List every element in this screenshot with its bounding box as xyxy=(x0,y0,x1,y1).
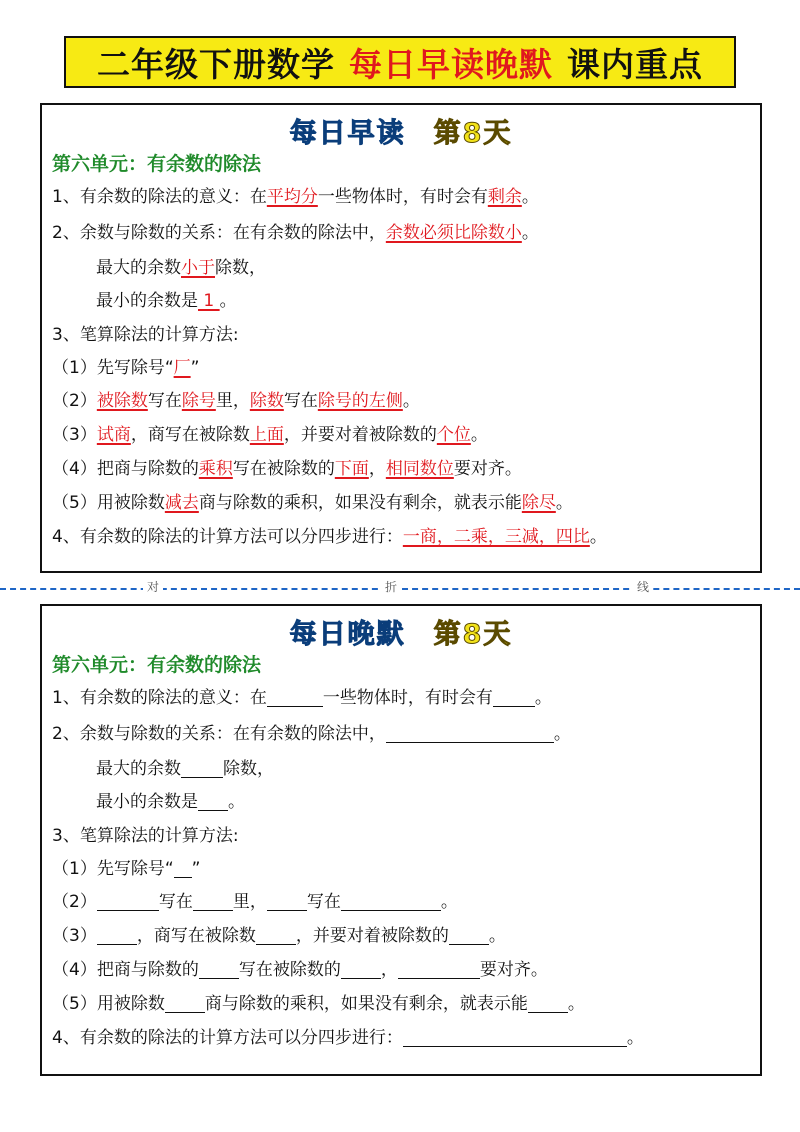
morning-line-10: （5）用被除数减去商与除数的乘积，如果没有剩余，就表示能除尽。 xyxy=(52,493,573,513)
morning-line-5: 3、笔算除法的计算方法: xyxy=(52,325,239,345)
answer: 剩余 xyxy=(487,187,522,207)
evening-line-6: （1）先写除号“ ” xyxy=(52,859,201,879)
evening-line-1: 1、有余数的除法的意义：在 一些物体时，有时会有 。 xyxy=(52,688,552,708)
answer: 除号 xyxy=(181,391,216,411)
answer-blank[interactable] xyxy=(398,960,480,979)
page-header-banner xyxy=(64,36,736,88)
answer: 除号的左侧 xyxy=(317,391,403,411)
fold-label-3: 线 xyxy=(633,578,653,595)
morning-day-label: 第8天 xyxy=(433,118,513,149)
morning-line-11: 4、有余数的除法的计算方法可以分四步进行：一商，二乘，三减，四比。 xyxy=(52,527,607,547)
evening-title xyxy=(42,612,760,651)
morning-title-label: 每日早读 xyxy=(289,118,406,149)
header-highlight: 每日早读晚默 xyxy=(349,44,553,84)
header-grade: 二年级下册数学 xyxy=(97,44,335,84)
answer: 相同数位 xyxy=(385,459,454,479)
answer: 1 xyxy=(198,291,220,311)
morning-line-6: （1）先写除号“厂” xyxy=(52,358,200,378)
answer-blank[interactable] xyxy=(97,926,137,945)
answer-blank[interactable] xyxy=(193,892,233,911)
answer-blank[interactable] xyxy=(528,994,568,1013)
answer-blank[interactable] xyxy=(267,688,323,707)
answer: 乘积 xyxy=(198,459,233,479)
answer-blank[interactable] xyxy=(449,926,489,945)
morning-line-8: （3）试商，商写在被除数上面，并要对着被除数的个位。 xyxy=(52,425,488,445)
morning-line-9: （4）把商与除数的乘积写在被除数的下面，相同数位要对齐。 xyxy=(52,459,522,479)
evening-line-10: （5）用被除数 商与除数的乘积，如果没有剩余，就表示能 。 xyxy=(52,994,585,1014)
evening-line-11: 4、有余数的除法的计算方法可以分四步进行： 。 xyxy=(52,1028,644,1048)
answer-blank[interactable] xyxy=(181,759,223,778)
morning-line-1: 1、有余数的除法的意义：在平均分一些物体时，有时会有剩余。 xyxy=(52,187,539,207)
answer-blank[interactable] xyxy=(386,724,554,743)
evening-dictation-panel xyxy=(40,604,762,1076)
answer: 个位 xyxy=(436,425,471,445)
evening-line-9: （4）把商与除数的 写在被除数的 ， 要对齐。 xyxy=(52,960,548,980)
morning-unit-heading: 第六单元：有余数的除法 xyxy=(52,153,262,175)
fold-label-2: 折 xyxy=(381,578,401,595)
answer: 厂 xyxy=(173,358,191,378)
fold-label-1: 对 xyxy=(143,578,163,595)
answer-blank[interactable] xyxy=(198,792,228,811)
answer-blank[interactable] xyxy=(165,994,205,1013)
answer: 除尽 xyxy=(521,493,556,513)
answer: 一商，二乘，三减，四比 xyxy=(402,527,590,547)
answer-blank[interactable] xyxy=(97,892,159,911)
answer: 除数 xyxy=(249,391,284,411)
morning-line-7: （2）被除数写在除号里，除数写在除号的左侧。 xyxy=(52,391,420,411)
answer: 被除数 xyxy=(96,391,148,411)
answer: 小于 xyxy=(181,258,215,278)
evening-day-label: 第8天 xyxy=(433,619,513,650)
evening-line-5: 3、笔算除法的计算方法: xyxy=(52,826,239,846)
evening-line-3: 最大的余数 除数， xyxy=(96,759,274,779)
morning-line-4: 最小的余数是 1 。 xyxy=(96,291,237,311)
evening-title-label: 每日晚默 xyxy=(289,619,406,650)
morning-line-2: 2、余数与除数的关系：在有余数的除法中，余数必须比除数小。 xyxy=(52,223,539,243)
morning-line-3: 最大的余数小于除数， xyxy=(96,258,266,278)
answer: 平均分 xyxy=(266,187,318,207)
answer: 余数必须比除数小 xyxy=(385,223,522,243)
answer: 下面 xyxy=(334,459,369,479)
answer: 试商 xyxy=(96,425,131,445)
answer-blank[interactable] xyxy=(267,892,307,911)
answer-blank[interactable] xyxy=(341,892,441,911)
header-key-points: 课内重点 xyxy=(567,44,703,84)
evening-line-4: 最小的余数是 。 xyxy=(96,792,245,812)
evening-unit-heading: 第六单元：有余数的除法 xyxy=(52,654,262,676)
answer-blank[interactable] xyxy=(199,960,239,979)
answer-blank[interactable] xyxy=(174,859,192,878)
answer-blank[interactable] xyxy=(341,960,381,979)
evening-line-2: 2、余数与除数的关系：在有余数的除法中， 。 xyxy=(52,724,571,744)
answer-blank[interactable] xyxy=(256,926,296,945)
answer-blank[interactable] xyxy=(493,688,535,707)
evening-line-8: （3） ，商写在被除数 ，并要对着被除数的 。 xyxy=(52,926,506,946)
answer: 上面 xyxy=(249,425,284,445)
answer: 减去 xyxy=(164,493,199,513)
morning-reading-panel xyxy=(40,103,762,573)
answer-blank[interactable] xyxy=(403,1028,627,1047)
morning-title xyxy=(42,111,760,150)
evening-line-7: （2） 写在 里， 写在 。 xyxy=(52,892,458,912)
